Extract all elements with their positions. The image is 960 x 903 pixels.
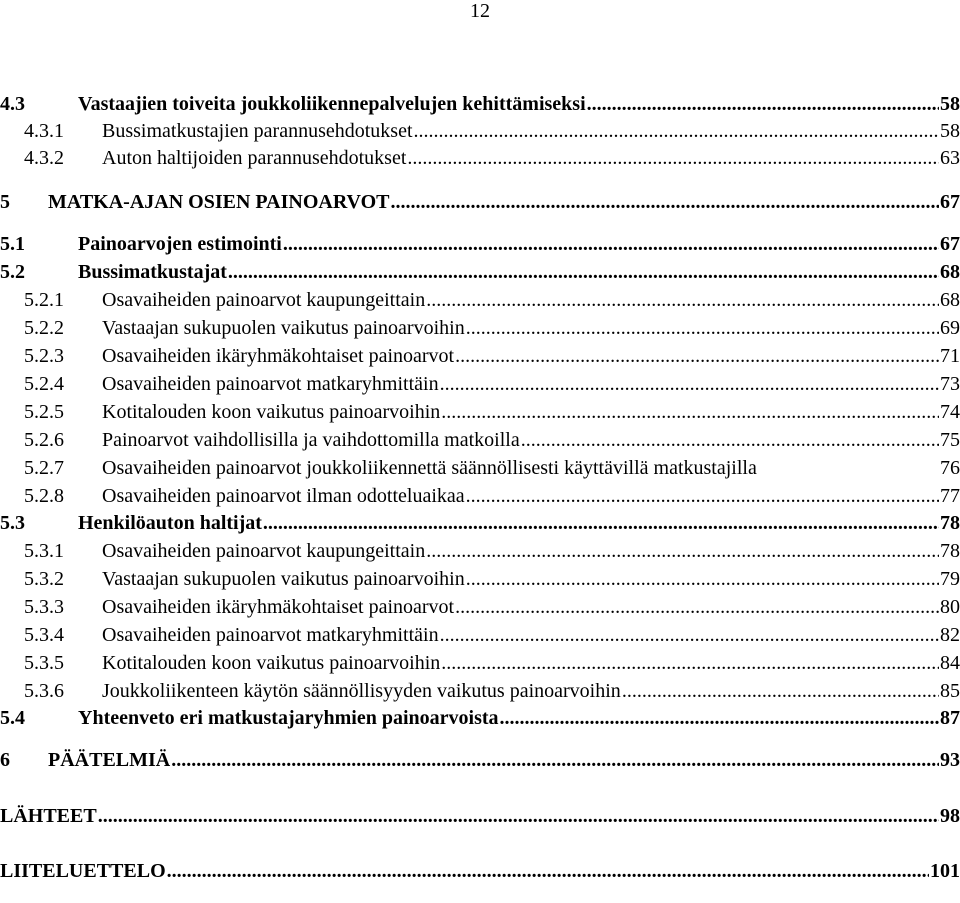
toc-entry-page: 87 bbox=[940, 707, 960, 729]
toc-entry-title: Kotitalouden koon vaikutus painoarvoihin bbox=[102, 652, 441, 674]
toc-entry-title: Yhteenveto eri matkustajaryhmien painoarvoista bbox=[78, 707, 499, 729]
toc-entry[interactable] bbox=[0, 315, 960, 341]
toc-entry[interactable] bbox=[0, 650, 960, 676]
toc-entry-page: 77 bbox=[940, 485, 960, 507]
toc-entry-number: 5.3.5 bbox=[24, 652, 64, 674]
toc-entry-title: Joukkoliikenteen käytön säännöllisyyden vaikutus painoarvoihin bbox=[102, 680, 621, 702]
toc-entry-title: Vastaajien toiveita joukkoliikennepalvelujen kehittämiseksi bbox=[78, 93, 586, 115]
toc-entry-page: 78 bbox=[940, 512, 960, 534]
toc-entry-title: Henkilöauton haltijat bbox=[78, 512, 262, 534]
toc-entry[interactable] bbox=[0, 91, 960, 117]
toc-leader-dots bbox=[283, 231, 939, 257]
toc-leader-dots bbox=[455, 594, 939, 620]
toc-leader-dots bbox=[440, 622, 939, 648]
toc-entry-page: 98 bbox=[940, 805, 960, 827]
toc-entry-page: 67 bbox=[940, 233, 960, 255]
toc-entry-number: 4.3.2 bbox=[24, 147, 64, 169]
toc-entry[interactable] bbox=[0, 622, 960, 648]
toc-entry-page: 68 bbox=[940, 261, 960, 283]
toc-leader-dots bbox=[466, 566, 939, 592]
toc-entry-title: Osavaiheiden painoarvot ilman odotteluaikaa bbox=[102, 485, 465, 507]
toc-entry-title: Painoarvot vaihdollisilla ja vaihdottomilla matkoilla bbox=[102, 429, 520, 451]
toc-entry-title: Vastaajan sukupuolen vaikutus painoarvoihin bbox=[102, 317, 465, 339]
toc-entry[interactable] bbox=[0, 231, 960, 257]
toc-entry-number: 5.3.4 bbox=[24, 624, 64, 646]
toc-entry-number: 5.2.6 bbox=[24, 429, 64, 451]
toc-entry[interactable] bbox=[0, 678, 960, 704]
toc-entry-page: 82 bbox=[940, 624, 960, 646]
toc-entry-number: 5.4 bbox=[0, 707, 25, 729]
toc-entry-title: Bussimatkustajat bbox=[78, 261, 227, 283]
toc-leader-dots bbox=[171, 747, 939, 773]
toc-entry-page: 74 bbox=[940, 401, 960, 423]
toc-entry-page: 76 bbox=[940, 457, 960, 479]
toc-entry-number: 5 bbox=[0, 191, 10, 213]
toc-entry[interactable] bbox=[0, 538, 960, 564]
toc-leader-dots bbox=[440, 371, 939, 397]
toc-entry-title: Osavaiheiden painoarvot kaupungeittain bbox=[102, 289, 426, 311]
toc-entry-page: 63 bbox=[940, 147, 960, 169]
toc-leader-dots bbox=[466, 315, 939, 341]
toc-entry-number: 6 bbox=[0, 749, 10, 771]
toc-entry-number: 4.3.1 bbox=[24, 120, 64, 142]
toc-entry-title: Osavaiheiden painoarvot matkaryhmittäin bbox=[102, 624, 439, 646]
toc-entry-title: Kotitalouden koon vaikutus painoarvoihin bbox=[102, 401, 441, 423]
toc-entry-title: Osavaiheiden painoarvot matkaryhmittäin bbox=[102, 373, 439, 395]
toc-entry-title: Vastaajan sukupuolen vaikutus painoarvoihin bbox=[102, 568, 465, 590]
toc-entry-number: 5.2.2 bbox=[24, 317, 64, 339]
toc-entry-number: 5.3.1 bbox=[24, 540, 64, 562]
toc-entry-title: MATKA-AJAN OSIEN PAINOARVOT bbox=[48, 191, 390, 213]
toc-entry-number: 5.2.7 bbox=[24, 457, 64, 479]
toc-entry[interactable] bbox=[0, 566, 960, 592]
toc-entry-number: 5.3.3 bbox=[24, 596, 64, 618]
toc-entry-title: Osavaiheiden ikäryhmäkohtaiset painoarvot bbox=[102, 345, 455, 367]
toc-entry-number: 5.2.8 bbox=[24, 485, 64, 507]
toc-entry-title: Auton haltijoiden parannusehdotukset bbox=[102, 147, 407, 169]
toc-entry[interactable] bbox=[0, 594, 960, 620]
toc-entry-title: Osavaiheiden painoarvot joukkoliikennettä säännöllisesti käyttävillä matkustajilla bbox=[102, 457, 757, 479]
toc-leader-dots bbox=[455, 343, 939, 369]
toc-entry-page: 58 bbox=[940, 120, 960, 142]
toc-entry-number: 5.2.5 bbox=[24, 401, 64, 423]
toc-entry-page: 67 bbox=[940, 191, 960, 213]
toc-leader-dots bbox=[466, 483, 939, 509]
toc-entry-page: 78 bbox=[940, 540, 960, 562]
toc-entry[interactable] bbox=[0, 747, 960, 773]
toc-entry-number: 5.1 bbox=[0, 233, 25, 255]
toc-entry-number: 5.2 bbox=[0, 261, 25, 283]
toc-leader-dots bbox=[263, 510, 939, 536]
toc-entry[interactable] bbox=[0, 399, 960, 425]
toc-entry-title: PÄÄTELMIÄ bbox=[48, 749, 171, 771]
toc-leader-dots bbox=[587, 91, 939, 117]
toc-leader-dots bbox=[426, 287, 939, 313]
toc-entry-page: 58 bbox=[940, 93, 960, 115]
toc-entry[interactable] bbox=[0, 118, 960, 144]
toc-entry[interactable] bbox=[0, 455, 960, 481]
toc-entry[interactable] bbox=[0, 427, 960, 453]
toc-entry-number: 5.2.3 bbox=[24, 345, 64, 367]
toc-entry[interactable] bbox=[0, 858, 960, 884]
toc-leader-dots bbox=[426, 538, 939, 564]
toc-entry-number: 5.2.1 bbox=[24, 289, 64, 311]
toc-leader-dots bbox=[98, 803, 939, 829]
toc-leader-dots bbox=[622, 678, 939, 704]
toc-entry[interactable] bbox=[0, 705, 960, 731]
toc-entry-title: LÄHTEET bbox=[0, 805, 97, 827]
page-number: 12 bbox=[470, 0, 490, 22]
toc-entry-number: 5.3.2 bbox=[24, 568, 64, 590]
toc-entry-page: 69 bbox=[940, 317, 960, 339]
toc-entry-page: 79 bbox=[940, 568, 960, 590]
toc-entry[interactable] bbox=[0, 371, 960, 397]
toc-leader-dots bbox=[441, 399, 939, 425]
toc-leader-dots bbox=[407, 145, 939, 171]
toc-entry-page: 84 bbox=[940, 652, 960, 674]
toc-leader-dots bbox=[414, 118, 939, 144]
toc-entry[interactable] bbox=[0, 145, 960, 171]
toc-entry-page: 75 bbox=[940, 429, 960, 451]
toc-entry-number: 5.3 bbox=[0, 512, 25, 534]
toc-entry[interactable] bbox=[0, 803, 960, 829]
toc-entry[interactable] bbox=[0, 259, 960, 285]
toc-entry-page: 80 bbox=[940, 596, 960, 618]
toc-entry[interactable] bbox=[0, 189, 960, 215]
toc-entry-page: 101 bbox=[930, 860, 960, 882]
toc-leader-dots bbox=[167, 858, 929, 884]
toc-leader-dots bbox=[521, 427, 939, 453]
toc-entry-page: 68 bbox=[940, 289, 960, 311]
toc-entry-page: 85 bbox=[940, 680, 960, 702]
toc-entry-title: Osavaiheiden painoarvot kaupungeittain bbox=[102, 540, 426, 562]
toc-entry-title: LIITELUETTELO bbox=[0, 860, 166, 882]
toc-entry-title: Bussimatkustajien parannusehdotukset bbox=[102, 120, 413, 142]
toc-entry-number: 4.3 bbox=[0, 93, 25, 115]
toc-entry-page: 93 bbox=[940, 749, 960, 771]
toc-entry-number: 5.3.6 bbox=[24, 680, 64, 702]
toc-entry-number: 5.2.4 bbox=[24, 373, 64, 395]
toc-entry-title: Painoarvojen estimointi bbox=[78, 233, 282, 255]
toc-entry[interactable] bbox=[0, 287, 960, 313]
toc-entry[interactable] bbox=[0, 510, 960, 536]
toc-leader-dots bbox=[441, 650, 939, 676]
toc-leader-dots bbox=[228, 259, 939, 285]
toc-entry-title: Osavaiheiden ikäryhmäkohtaiset painoarvot bbox=[102, 596, 455, 618]
toc-entry-page: 71 bbox=[940, 345, 960, 367]
toc-entry[interactable] bbox=[0, 483, 960, 509]
toc-entry-page: 73 bbox=[940, 373, 960, 395]
toc-entry[interactable] bbox=[0, 343, 960, 369]
toc-leader-dots bbox=[391, 189, 940, 215]
toc-leader-dots bbox=[500, 705, 939, 731]
